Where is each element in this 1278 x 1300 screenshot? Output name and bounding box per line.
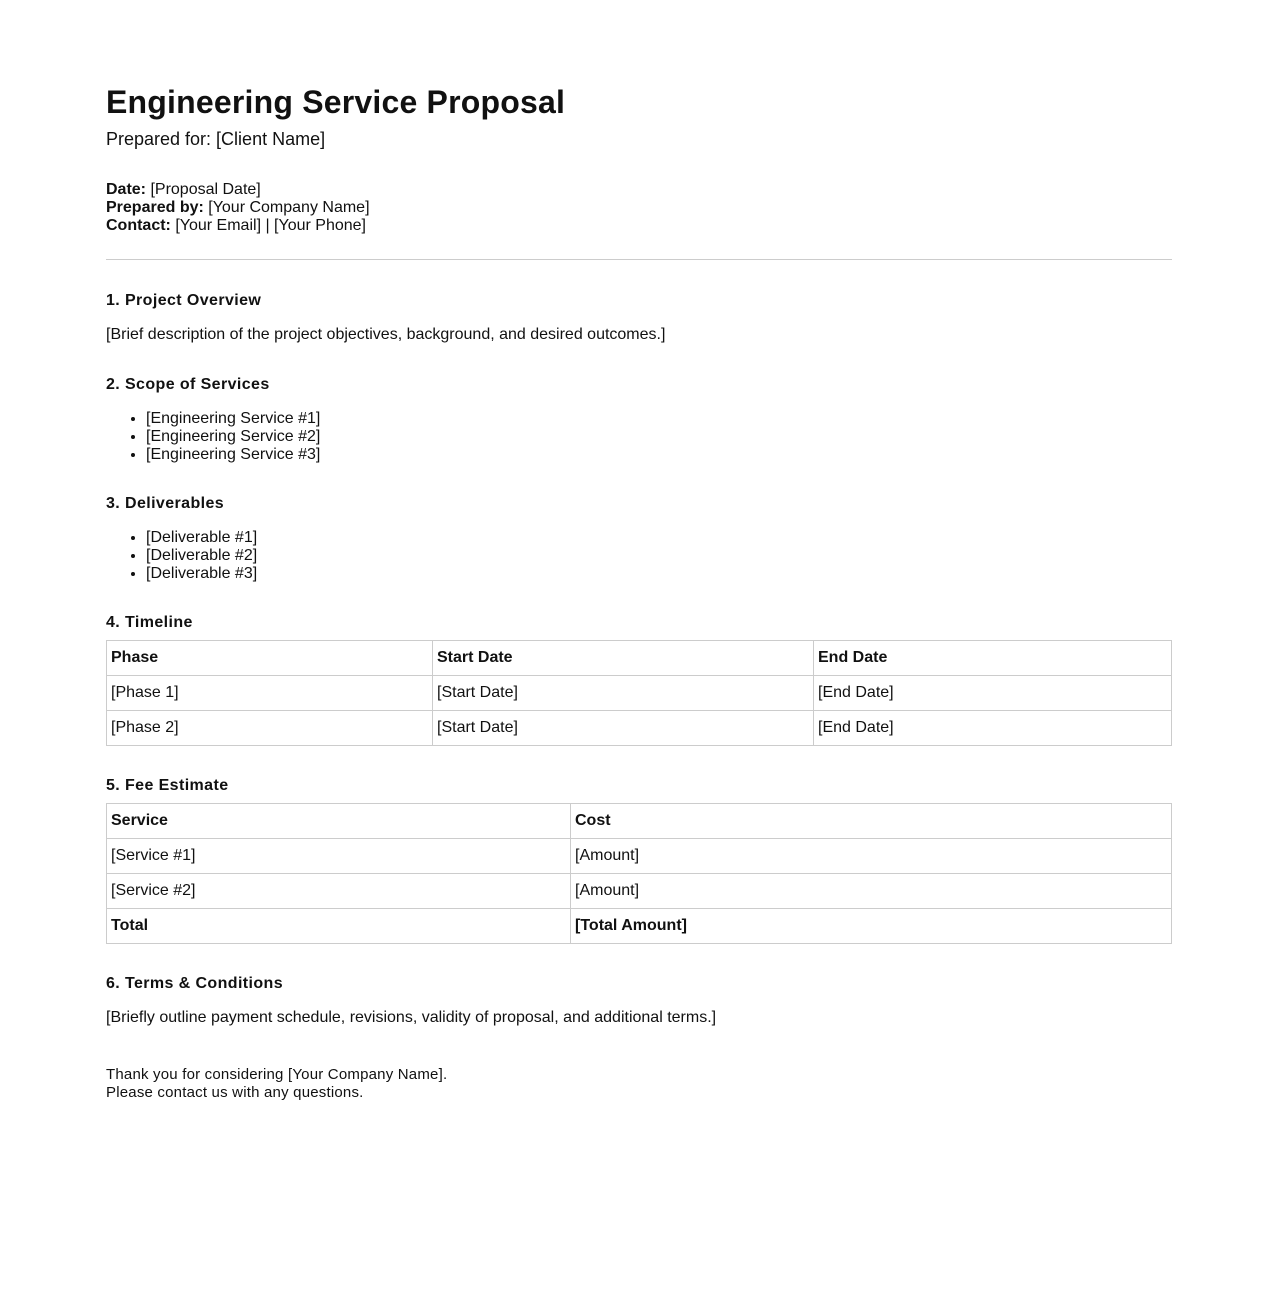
list-item: • [Engineering Service #3]	[146, 446, 1172, 464]
table-cell: [Amount]	[571, 874, 1172, 909]
closing-line-2: Please contact us with any questions.	[106, 1084, 364, 1101]
section-heading-fees: 5. Fee Estimate	[106, 777, 229, 794]
table-row	[107, 839, 1172, 874]
meta-date-label: Date:	[106, 181, 147, 198]
meta-contact	[106, 217, 1172, 235]
scope-list	[106, 410, 1172, 464]
table-cell: [Amount]	[571, 839, 1172, 874]
table-header-cell: Phase	[107, 641, 433, 676]
meta-prepared-by-value: [Your Company Name]	[203, 199, 370, 216]
section-heading-deliverables: 3. Deliverables	[106, 495, 225, 512]
table-cell: [Phase 2]	[107, 711, 433, 746]
table-cell: [Phase 1]	[107, 676, 433, 711]
meta-prepared-by-label: Prepared by:	[106, 199, 204, 216]
table-cell: [End Date]	[814, 676, 1172, 711]
meta-date-value: [Proposal Date]	[146, 181, 261, 198]
proposal-meta	[106, 181, 1172, 235]
total-label-cell: Total	[107, 909, 571, 944]
table-row	[107, 874, 1172, 909]
list-item: • [Engineering Service #1]	[146, 410, 1172, 428]
meta-date	[106, 181, 1172, 199]
deliverables-list	[106, 529, 1172, 583]
table-row	[107, 711, 1172, 746]
table-cell: [Start Date]	[433, 711, 814, 746]
fee-table	[106, 803, 1172, 944]
document-title: Engineering Service Proposal	[106, 84, 566, 120]
table-row	[107, 676, 1172, 711]
section-heading-terms: 6. Terms & Conditions	[106, 975, 284, 992]
closing-note	[106, 1066, 1172, 1102]
table-header-cell: Service	[107, 804, 571, 839]
meta-contact-label: Contact:	[106, 217, 171, 234]
table-cell: [Service #2]	[107, 874, 571, 909]
table-header-row	[107, 641, 1172, 676]
meta-contact-value: [Your Email] | [Your Phone]	[170, 217, 366, 234]
table-total-row	[107, 909, 1172, 944]
total-amount-cell: [Total Amount]	[571, 909, 1172, 944]
meta-prepared-by	[106, 199, 1172, 217]
closing-line-1: Thank you for considering [Your Company Name].	[106, 1066, 448, 1083]
timeline-table	[106, 640, 1172, 746]
list-item: • [Engineering Service #2]	[146, 428, 1172, 446]
list-item: • [Deliverable #3]	[146, 565, 1172, 583]
overview-text: [Brief description of the project objectives, background, and desired outcomes.]	[106, 326, 666, 343]
section-heading-scope: 2. Scope of Services	[106, 376, 270, 393]
list-item: • [Deliverable #1]	[146, 529, 1172, 547]
section-heading-overview: 1. Project Overview	[106, 292, 262, 309]
header-divider	[106, 259, 1172, 260]
table-header-row	[107, 804, 1172, 839]
table-cell: [Service #1]	[107, 839, 571, 874]
table-cell: [End Date]	[814, 711, 1172, 746]
proposal-document	[106, 0, 1172, 1102]
table-header-cell: Cost	[571, 804, 1172, 839]
list-item: • [Deliverable #2]	[146, 547, 1172, 565]
table-header-cell: Start Date	[433, 641, 814, 676]
table-header-cell: End Date	[814, 641, 1172, 676]
prepared-for: Prepared for: [Client Name]	[106, 129, 326, 149]
section-heading-timeline: 4. Timeline	[106, 614, 193, 631]
table-cell: [Start Date]	[433, 676, 814, 711]
terms-text: [Briefly outline payment schedule, revisions, validity of proposal, and additional terms.]	[106, 1009, 717, 1026]
